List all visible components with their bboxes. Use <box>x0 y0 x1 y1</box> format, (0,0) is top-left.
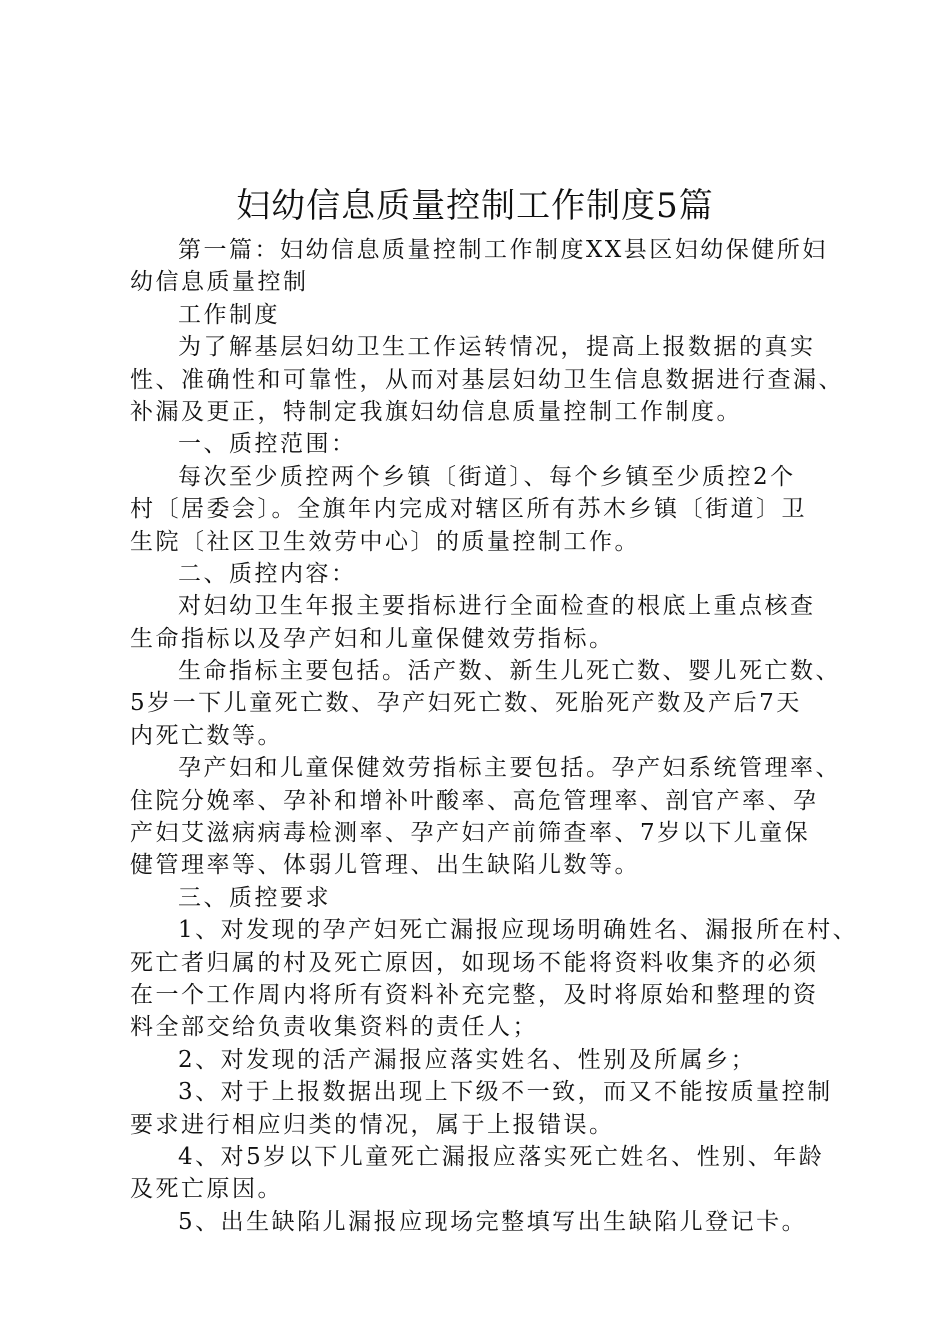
paragraph-line: 生院〔社区卫生效劳中心〕的质量控制工作。 <box>130 528 640 555</box>
paragraph-line: 3、对于上报数据出现上下级不一致，而又不能按质量控制 <box>178 1079 833 1106</box>
paragraph-line: 在一个工作周内将所有资料补充完整，及时将原始和整理的资 <box>130 981 819 1008</box>
paragraph-line: 幼信息质量控制 <box>130 269 309 296</box>
paragraph-line: 对妇幼卫生年报主要指标进行全面检查的根底上重点核查 <box>178 593 816 620</box>
paragraph-line: 1、对发现的孕产妇死亡漏报应现场明确姓名、漏报所在村、 <box>178 917 859 944</box>
paragraph-line: 死亡者归属的村及死亡原因，如现场不能将资料收集齐的必须 <box>130 949 819 976</box>
paragraph-line: 5、出生缺陷儿漏报应现场完整填写出生缺陷儿登记卡。 <box>178 1208 808 1235</box>
section-heading: 三、质控要求 <box>178 884 331 911</box>
paragraph-line: 性、准确性和可靠性，从而对基层妇幼卫生信息数据进行查漏、 <box>130 366 844 393</box>
section-heading: 一、质控范围： <box>178 431 357 458</box>
paragraph-line: 要求进行相应归类的情况，属于上报错误。 <box>130 1111 615 1138</box>
paragraph-line: 产妇艾滋病病毒检测率、孕产妇产前筛查率、7岁以下儿童保 <box>130 820 811 847</box>
paragraph-line: 为了解基层妇幼卫生工作运转情况，提高上报数据的真实 <box>178 334 816 361</box>
paragraph-line: 2、对发现的活产漏报应落实姓名、性别及所属乡； <box>178 1046 757 1073</box>
section-heading: 二、质控内容： <box>178 560 357 587</box>
paragraph-line: 补漏及更正，特制定我旗妇幼信息质量控制工作制度。 <box>130 398 742 425</box>
document-title: 妇幼信息质量控制工作制度5篇 <box>236 186 714 226</box>
paragraph-line: 村〔居委会〕。全旗年内完成对辖区所有苏木乡镇〔街道〕卫 <box>130 496 807 523</box>
paragraph-line: 住院分娩率、孕补和增补叶酸率、高危管理率、剖官产率、孕 <box>130 787 819 814</box>
paragraph-line: 每次至少质控两个乡镇〔街道〕、每个乡镇至少质控2个 <box>178 463 796 490</box>
paragraph-line: 生命指标主要包括。活产数、新生儿死亡数、婴儿死亡数、 <box>178 658 841 685</box>
paragraph-line: 第一篇：妇幼信息质量控制工作制度XX县区妇幼保健所妇 <box>178 237 828 263</box>
document-body <box>130 234 859 1238</box>
paragraph-line: 健管理率等、体弱儿管理、出生缺陷儿数等。 <box>130 852 640 879</box>
paragraph-line: 内死亡数等。 <box>130 722 283 749</box>
paragraph-line: 工作制度 <box>178 301 280 328</box>
paragraph-line: 孕产妇和儿童保健效劳指标主要包括。孕产妇系统管理率、 <box>178 755 841 782</box>
paragraph-line: 5岁一下儿童死亡数、孕产妇死亡数、死胎死产数及产后7天 <box>130 690 802 717</box>
paragraph-line: 料全部交给负责收集资料的责任人； <box>130 1014 538 1041</box>
paragraph-line: 生命指标以及孕产妇和儿童保健效劳指标。 <box>130 625 615 652</box>
paragraph-line: 及死亡原因。 <box>130 1176 283 1203</box>
paragraph-line: 4、对5岁以下儿童死亡漏报应落实死亡姓名、性别、年龄 <box>178 1143 825 1170</box>
